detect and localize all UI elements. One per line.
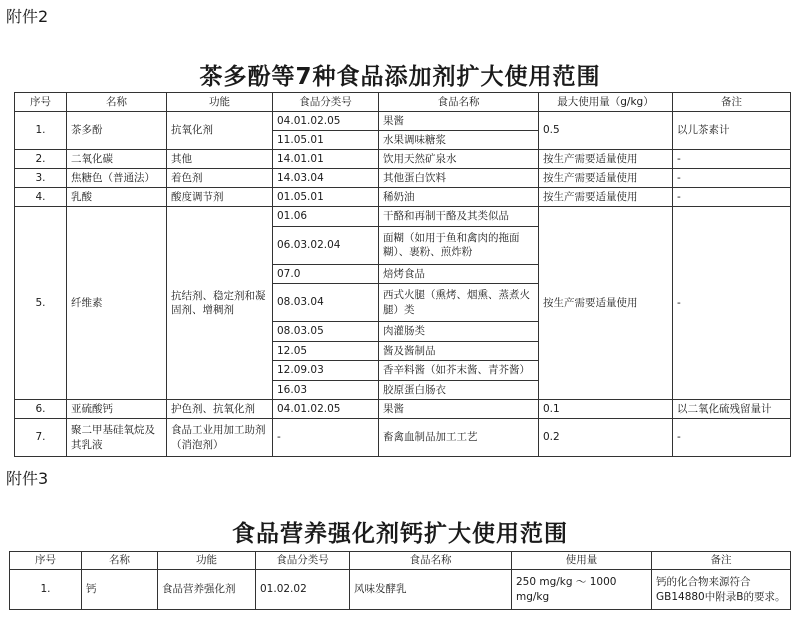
row-function: 其他: [167, 150, 273, 169]
row-food: 果酱: [379, 112, 539, 131]
row-code: 06.03.02.04: [273, 226, 379, 264]
header-name: 名称: [67, 93, 167, 112]
row-no: 6.: [15, 400, 67, 419]
table-header-row: [10, 552, 791, 570]
annex3-label: 附件3: [6, 469, 49, 488]
row-food: 面糊（如用于鱼和禽肉的拖面糊）、裹粉、煎炸粉: [379, 226, 539, 264]
row-no: 5.: [15, 207, 67, 400]
header-function: 功能: [158, 552, 256, 570]
row-note: -: [673, 188, 791, 207]
table-row: [15, 169, 791, 188]
annex2-table: [14, 92, 791, 457]
row-food: 酱及酱制品: [379, 341, 539, 361]
row-code: 08.03.05: [273, 322, 379, 342]
row-food: 其他蛋白饮料: [379, 169, 539, 188]
row-max: 按生产需要适量使用: [539, 169, 673, 188]
table-header-row: [15, 93, 791, 112]
row-usage: 250 mg/kg ～ 1000 mg/kg: [512, 570, 652, 610]
row-code: 07.0: [273, 264, 379, 284]
row-name: 乳酸: [67, 188, 167, 207]
row-max: 按生产需要适量使用: [539, 188, 673, 207]
row-food: 西式火腿（熏烤、烟熏、蒸煮火腿）类: [379, 284, 539, 322]
table-row: [15, 419, 791, 457]
row-code: -: [273, 419, 379, 457]
header-category-code: 食品分类号: [256, 552, 350, 570]
row-name: 茶多酚: [67, 112, 167, 150]
row-no: 3.: [15, 169, 67, 188]
row-max: 按生产需要适量使用: [539, 207, 673, 400]
row-food: 果酱: [379, 400, 539, 419]
row-code: 01.05.01: [273, 188, 379, 207]
row-code: 12.05: [273, 341, 379, 361]
row-code: 04.01.02.05: [273, 112, 379, 131]
row-code: 14.03.04: [273, 169, 379, 188]
row-function: 抗氧化剂: [167, 112, 273, 150]
row-name: 聚二甲基硅氧烷及其乳液: [67, 419, 167, 457]
row-note: 以儿茶素计: [673, 112, 791, 150]
table-row: [15, 400, 791, 419]
row-code: 04.01.02.05: [273, 400, 379, 419]
row-function: 食品工业用加工助剂（消泡剂）: [167, 419, 273, 457]
row-code: 01.06: [273, 207, 379, 227]
header-max-usage: 最大使用量（g/kg）: [539, 93, 673, 112]
row-food: 香辛料酱（如芥末酱、青芥酱）: [379, 361, 539, 381]
row-function: 抗结剂、稳定剂和凝固剂、增稠剂: [167, 207, 273, 400]
annex3-table: [9, 551, 791, 610]
header-category-code: 食品分类号: [273, 93, 379, 112]
row-function: 着色剂: [167, 169, 273, 188]
row-name: 二氧化碳: [67, 150, 167, 169]
row-note: -: [673, 150, 791, 169]
row-note: -: [673, 207, 791, 400]
row-food: 风味发酵乳: [350, 570, 512, 610]
row-max: 按生产需要适量使用: [539, 150, 673, 169]
row-food: 饮用天然矿泉水: [379, 150, 539, 169]
row-note: 钙的化合物来源符合GB14880中附录B的要求。: [652, 570, 791, 610]
row-code: 08.03.04: [273, 284, 379, 322]
row-function: 护色剂、抗氧化剂: [167, 400, 273, 419]
table-row: [15, 150, 791, 169]
header-function: 功能: [167, 93, 273, 112]
annex2-title: 茶多酚等7种食品添加剂扩大使用范围: [199, 64, 601, 90]
row-food: 肉灌肠类: [379, 322, 539, 342]
row-note: -: [673, 419, 791, 457]
header-no: 序号: [15, 93, 67, 112]
annex3-title: 食品营养强化剂钙扩大使用范围: [232, 521, 568, 547]
row-name: 焦糖色（普通法）: [67, 169, 167, 188]
header-name: 名称: [82, 552, 158, 570]
row-name: 纤维素: [67, 207, 167, 400]
row-no: 7.: [15, 419, 67, 457]
row-no: 1.: [15, 112, 67, 150]
row-note: 以二氧化硫残留量计: [673, 400, 791, 419]
row-food: 畜禽血制品加工工艺: [379, 419, 539, 457]
table-row: [15, 112, 791, 131]
annex2-label: 附件2: [6, 7, 49, 26]
row-food: 干酪和再制干酪及其类似品: [379, 207, 539, 227]
row-name: 亚硫酸钙: [67, 400, 167, 419]
row-no: 2.: [15, 150, 67, 169]
row-code: 01.02.02: [256, 570, 350, 610]
row-code: 11.05.01: [273, 131, 379, 150]
row-food: 焙烤食品: [379, 264, 539, 284]
table-row: [10, 570, 791, 610]
header-note: 备注: [652, 552, 791, 570]
header-food-name: 食品名称: [350, 552, 512, 570]
row-function: 酸度调节剂: [167, 188, 273, 207]
row-food: 水果调味糖浆: [379, 131, 539, 150]
row-food: 稀奶油: [379, 188, 539, 207]
row-code: 14.01.01: [273, 150, 379, 169]
header-usage: 使用量: [512, 552, 652, 570]
header-no: 序号: [10, 552, 82, 570]
header-note: 备注: [673, 93, 791, 112]
row-max: 0.2: [539, 419, 673, 457]
row-no: 1.: [10, 570, 82, 610]
row-max: 0.5: [539, 112, 673, 150]
row-max: 0.1: [539, 400, 673, 419]
header-food-name: 食品名称: [379, 93, 539, 112]
row-note: -: [673, 169, 791, 188]
row-code: 16.03: [273, 380, 379, 400]
table-row: [15, 207, 791, 227]
row-code: 12.09.03: [273, 361, 379, 381]
row-no: 4.: [15, 188, 67, 207]
row-food: 胶原蛋白肠衣: [379, 380, 539, 400]
table-row: [15, 188, 791, 207]
row-name: 钙: [82, 570, 158, 610]
row-function: 食品营养强化剂: [158, 570, 256, 610]
